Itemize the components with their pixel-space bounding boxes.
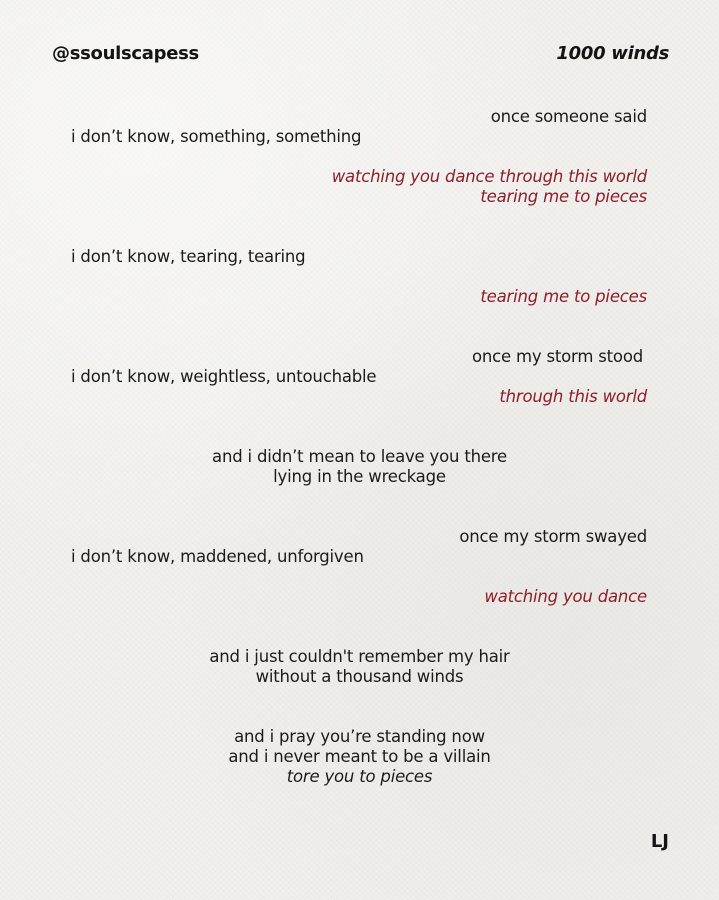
poem-line: once someone said [490,107,647,126]
poem-line: i don’t know, something, something [71,127,362,146]
poem-line: once my storm stood [471,347,643,366]
poem-line-accent: through this world [499,387,647,406]
signature: LJ [650,831,669,852]
poem-line-accent: watching you dance through this world [331,167,647,186]
poem-line: i don’t know, tearing, tearing [71,247,306,266]
poem-line-accent: tearing me to pieces [480,187,647,206]
poem-line: without a thousand winds [255,667,464,686]
author-handle: @ssoulscapess [52,43,199,64]
poem-line: and i didn’t mean to leave you there [212,447,507,466]
poem-line: i don’t know, weightless, untouchable [71,367,377,386]
poem-line: and i pray you’re standing now [234,727,485,746]
poem-line: and i never meant to be a villain [228,747,491,766]
poem-line: i don’t know, maddened, unforgiven [71,547,364,566]
poem-line: and i just couldn't remember my hair [209,647,510,666]
poem-line-italic: tore you to pieces [286,767,433,786]
poem-title: 1000 winds [556,43,669,64]
poem-line-accent: tearing me to pieces [480,287,647,306]
poem-line: once my storm swayed [459,527,647,546]
poem-line-accent: watching you dance [484,587,647,606]
poem-line: lying in the wreckage [273,467,446,486]
